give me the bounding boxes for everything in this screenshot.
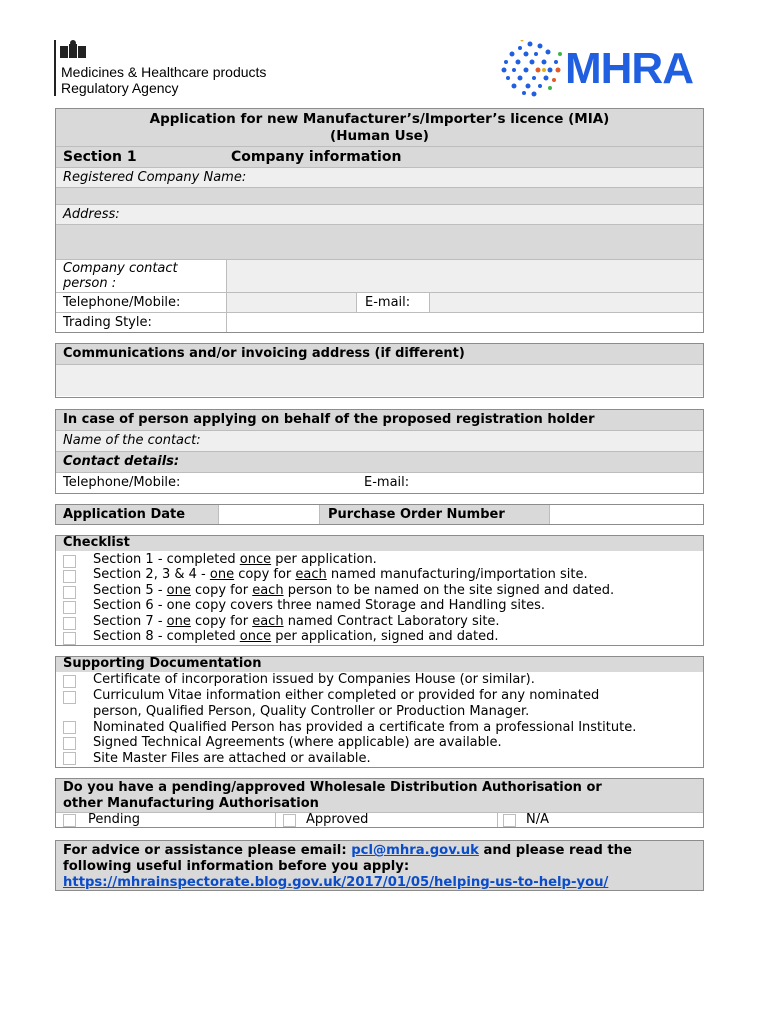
- address-input[interactable]: [56, 224, 703, 259]
- advice-line2: following useful information before you apply:: [63, 859, 410, 874]
- wda-option-approved[interactable]: [275, 813, 497, 827]
- checklist-item-6-pre: Section 8 - completed: [93, 629, 240, 644]
- checklist-item-4: [93, 598, 545, 613]
- supporting-line-2: Curriculum Vitae information either completed or provided for any nominated: [93, 688, 600, 703]
- checklist-item-3-u: one: [166, 583, 191, 598]
- advice-url-link[interactable]: https://mhrainspectorate.blog.gov.uk/2017/01/05/helping-us-to-help-you/: [63, 875, 609, 890]
- supporting-checkbox-5[interactable]: [63, 752, 76, 765]
- supporting-line-1: Certificate of incorporation issued by Companies House (or similar).: [93, 672, 535, 687]
- supporting-checkbox-4[interactable]: [63, 737, 76, 750]
- wda-header: [56, 779, 703, 812]
- checklist-item-2-pre: Section 2, 3 & 4 -: [93, 567, 210, 582]
- behalf-table: [55, 409, 704, 494]
- application-date-input[interactable]: [218, 505, 319, 524]
- checklist-checkbox-2[interactable]: [63, 570, 76, 583]
- section-title: Company information: [231, 149, 402, 165]
- checklist-heading: Checklist: [63, 535, 130, 550]
- address-label: Address:: [63, 207, 120, 222]
- contact-label-line1: Company contact: [63, 261, 178, 276]
- form-title-line1: Application for new Manufacturer’s/Importer’s licence (MIA): [149, 111, 610, 127]
- checklist-item-1-pre: Section 1 - completed: [93, 552, 240, 567]
- contact-details-row: [56, 451, 703, 472]
- supporting-checkbox-1[interactable]: [63, 675, 76, 688]
- approved-label: Approved: [306, 812, 369, 827]
- registered-name-input[interactable]: [56, 187, 703, 204]
- po-label: Purchase Order Number: [328, 507, 505, 522]
- contact-name-row[interactable]: [56, 430, 703, 451]
- communications-heading: Communications and/or invoicing address (if different): [63, 346, 465, 361]
- checklist-item-1-post: per application.: [271, 552, 377, 567]
- form-title: [56, 109, 703, 146]
- checklist-item-3-u2: each: [252, 583, 284, 598]
- application-row: [55, 504, 704, 525]
- pending-label: Pending: [88, 812, 140, 827]
- application-date-label: Application Date: [63, 507, 186, 522]
- supporting-line-4: Nominated Qualified Person has provided a certificate from a professional Institute.: [93, 720, 637, 735]
- application-date-label-cell: [56, 505, 218, 524]
- behalf-header: [56, 410, 703, 430]
- agency-name-line1: Medicines & Healthcare products: [61, 64, 267, 80]
- trading-style-input[interactable]: [226, 313, 703, 332]
- behalf-telephone-row[interactable]: [56, 472, 703, 493]
- checklist-item-6-u: once: [239, 629, 272, 644]
- address-row: [56, 204, 703, 224]
- supporting-header: [56, 657, 703, 672]
- checklist-item-2-mid: copy for: [234, 567, 296, 582]
- checklist-item-5-post: named Contract Laboratory site.: [283, 614, 500, 629]
- checklist-item-3-pre: Section 5 -: [93, 583, 167, 598]
- supporting-checkbox-3[interactable]: [63, 721, 76, 734]
- checklist-item-3-mid: copy for: [190, 583, 253, 598]
- checklist-item-5: [93, 614, 500, 629]
- supporting-heading: Supporting Documentation: [63, 656, 262, 671]
- checklist-item-5-u: one: [166, 614, 191, 629]
- trading-style-label: Trading Style:: [63, 315, 152, 330]
- contact-name-label: Name of the contact:: [63, 433, 201, 448]
- na-checkbox[interactable]: [503, 814, 516, 827]
- checklist-item-5-u2: each: [252, 614, 284, 629]
- agency-name-line2: Regulatory Agency: [61, 80, 179, 96]
- supporting-line-6: Site Master Files are attached or available.: [93, 751, 371, 766]
- mhra-dots-icon: [500, 40, 564, 98]
- telephone-label: Telephone/Mobile:: [63, 295, 181, 310]
- wda-option-pending[interactable]: [56, 813, 275, 827]
- trading-style-row: [56, 312, 703, 332]
- checklist-checkbox-6[interactable]: [63, 632, 76, 645]
- registered-name-label: Registered Company Name:: [63, 170, 247, 185]
- section-label: Section 1: [63, 149, 137, 165]
- checklist-item-6-post: per application, signed and dated.: [271, 629, 499, 644]
- contact-details-label: Contact details:: [63, 454, 180, 469]
- email-input[interactable]: [429, 293, 703, 312]
- supporting-checkbox-2[interactable]: [63, 691, 76, 704]
- approved-checkbox[interactable]: [283, 814, 296, 827]
- checklist-checkbox-1[interactable]: [63, 555, 76, 568]
- checklist-item-1: [93, 552, 377, 567]
- advice-pre: For advice or assistance please email:: [63, 843, 352, 858]
- checklist-checkbox-3[interactable]: [63, 586, 76, 599]
- email-label-cell: [356, 293, 429, 312]
- contact-label-line2: person :: [63, 276, 117, 291]
- contact-person-input[interactable]: [226, 260, 703, 292]
- contact-person-label: [63, 260, 223, 292]
- header-rule: [54, 40, 56, 96]
- communications-header: [56, 344, 703, 364]
- communications-input[interactable]: [56, 364, 703, 396]
- checklist-item-2-u: one: [209, 567, 235, 582]
- checklist-header: [56, 536, 703, 551]
- wda-options-row: [56, 812, 703, 827]
- email-label: E-mail:: [365, 295, 411, 310]
- telephone-input[interactable]: [226, 293, 356, 312]
- advice-email-link[interactable]: pcl@mhra.gov.uk: [351, 843, 479, 858]
- checklist-item-4-pre: Section 6 - one copy covers three named Storage and Handling sites.: [93, 598, 546, 613]
- checklist-item-1-u: once: [239, 552, 272, 567]
- checklist-item-5-mid: copy for: [190, 614, 253, 629]
- telephone-row: [56, 292, 703, 312]
- wda-heading-line1: Do you have a pending/approved Wholesale Distribution Authorisation or: [63, 780, 602, 795]
- checklist-item-2-post: named manufacturing/importation site.: [326, 567, 588, 582]
- checklist-item-6: [93, 629, 499, 644]
- behalf-heading: In case of person applying on behalf of the proposed registration holder: [63, 412, 595, 427]
- checklist-checkbox-5[interactable]: [63, 617, 76, 630]
- registered-name-row: [56, 167, 703, 187]
- communications-table: [55, 343, 704, 398]
- advice-post: and please read the: [478, 843, 633, 858]
- behalf-telephone-label: Telephone/Mobile:: [63, 475, 181, 490]
- form-title-line2: (Human Use): [330, 128, 429, 144]
- mhra-logo-text: MHRA: [565, 44, 693, 93]
- section1-table: [55, 108, 704, 333]
- po-label-cell: [319, 505, 549, 524]
- po-input[interactable]: [549, 505, 703, 524]
- wda-table: [55, 778, 704, 828]
- checklist-item-2: [93, 567, 588, 582]
- advice-box: [55, 840, 704, 891]
- wda-heading-line2: other Manufacturing Authorisation: [63, 796, 319, 811]
- na-label: N/A: [526, 812, 549, 827]
- section1-header: [56, 146, 703, 167]
- supporting-line-3: person, Qualified Person, Quality Controller or Production Manager.: [93, 704, 530, 719]
- checklist-item-2-u2: each: [295, 567, 327, 582]
- checklist-item-5-pre: Section 7 -: [93, 614, 167, 629]
- checklist-checkbox-4[interactable]: [63, 601, 76, 614]
- crest-logo: [58, 40, 88, 60]
- behalf-email-label: E-mail:: [364, 475, 410, 490]
- checklist-item-3: [93, 583, 614, 598]
- contact-person-row: [56, 259, 703, 292]
- checklist-item-3-post: person to be named on the site signed and dated.: [283, 583, 615, 598]
- supporting-line-5: Signed Technical Agreements (where applicable) are available.: [93, 735, 502, 750]
- wda-option-na[interactable]: [497, 813, 703, 827]
- pending-checkbox[interactable]: [63, 814, 76, 827]
- advice-line1: [63, 843, 703, 859]
